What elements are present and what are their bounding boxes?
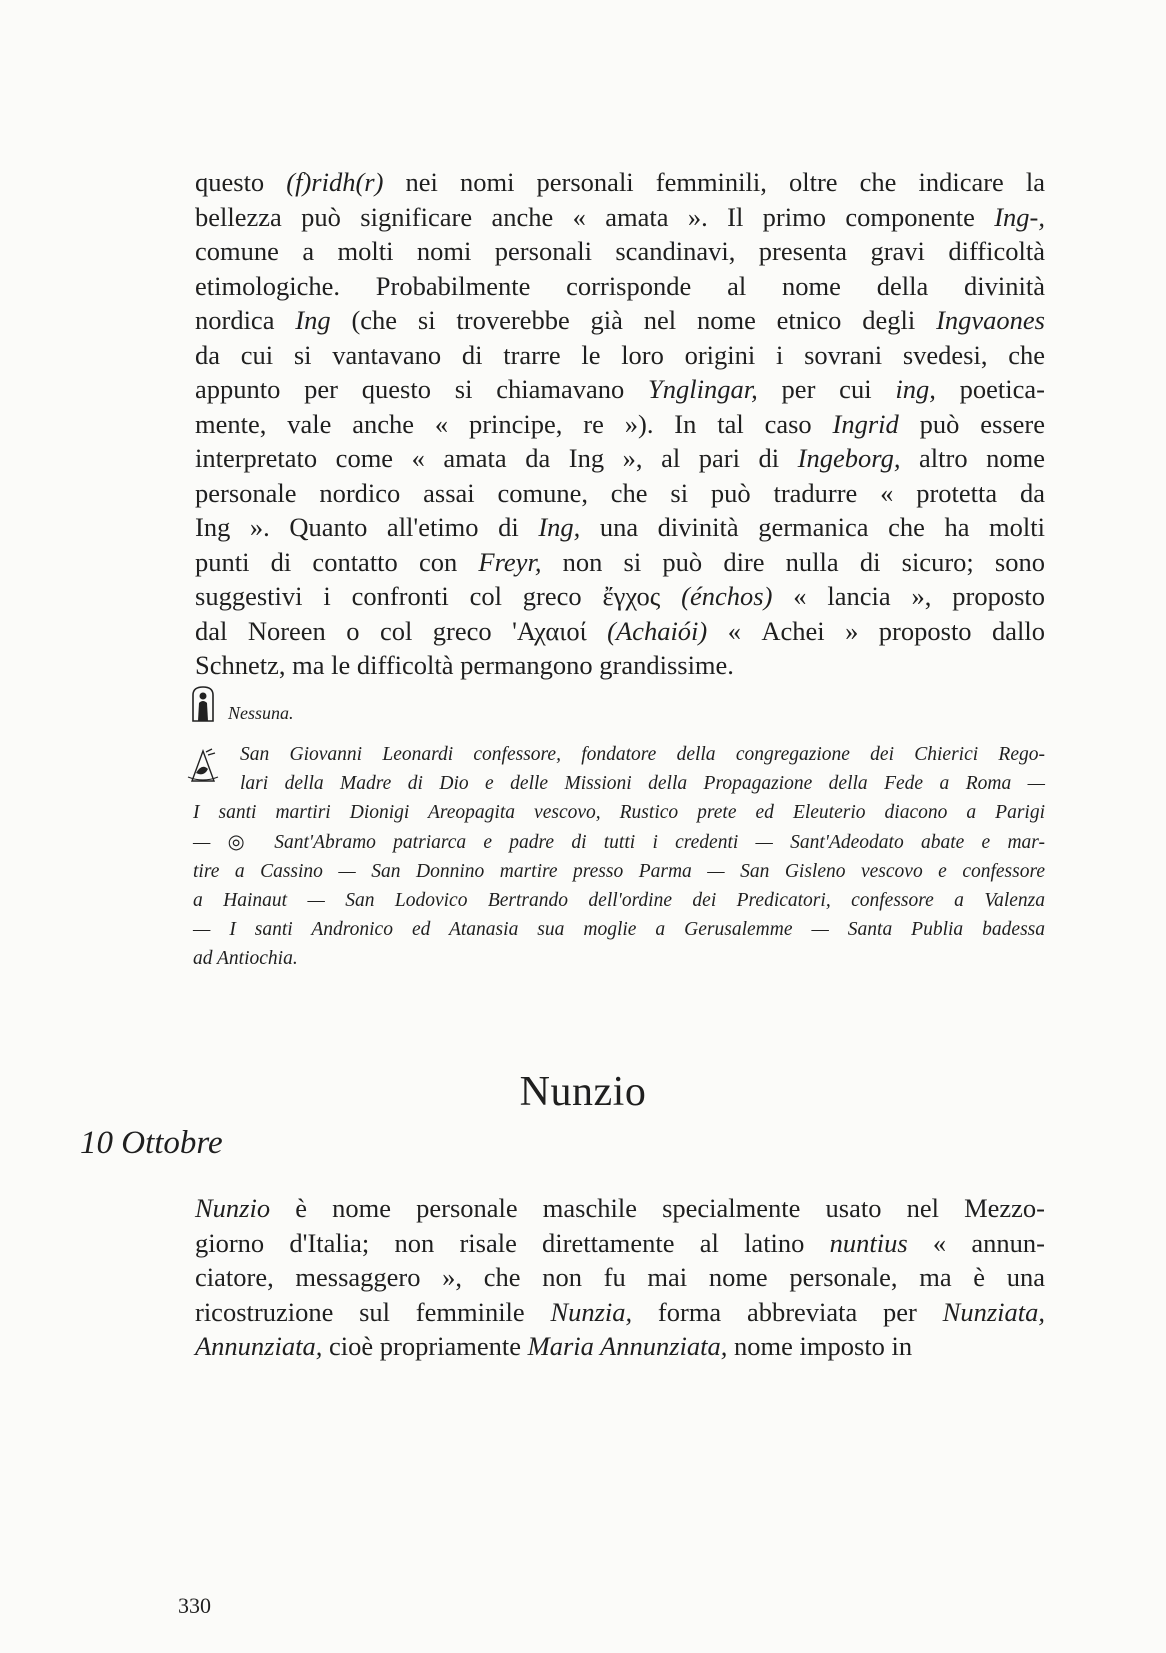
text-line: suggestivi i confronti col greco ἔγχος (énchos) « lancia », proposto (195, 581, 1045, 611)
text-line: nordica Ing (che si troverebbe già nel nome etnico degli Ingvaones (195, 305, 1045, 335)
saints-line: tire a Cassino — San Donnino martire presso Parma — San Gisleno vescovo e confessore (193, 860, 1045, 882)
text-line: questo (f)ridh(r) nei nomi personali femminili, oltre che indicare la (195, 167, 1046, 197)
text-line: Schnetz, ma le difficoltà permangono grandissime. (195, 650, 734, 680)
saints-line: San Giovanni Leonardi confessore, fondatore della congregazione dei Chierici Rego- (240, 744, 1045, 765)
feast-date: 10 Ottobre (80, 1125, 223, 1161)
saints-line: a Hainaut — San Lodovico Bertrando dell'ordine dei Predicatori, confessore a Valenza (193, 890, 1045, 911)
italic-term: Ing (295, 305, 331, 335)
text-line: ricostruzione sul femminile Nunzia, forma abbreviata per Nunziata, (195, 1296, 1045, 1327)
italic-term: ing, (895, 374, 936, 404)
saints-line: — I santi Andronico ed Atanasia sua moglie a Gerusalemme — Santa Publia badessa (193, 919, 1045, 941)
text-line: mente, vale anche « principe, re »). In tal caso Ingrid può essere (195, 408, 1045, 439)
italic-term: (énchos) (681, 581, 773, 611)
text-line: da cui si vantavano di trarre le loro origini i sovrani svedesi, che (195, 339, 1045, 370)
italic-term: Annunziata, (195, 1331, 323, 1361)
text-line: interpretato come « amata da Ing », al pari di Ingeborg, altro nome (195, 443, 1046, 473)
text-line: bellezza può significare anche « amata ». Il primo componente Ing-, (195, 201, 1045, 232)
text-line: giorno d'Italia; non risale direttamente al latino nuntius « annun- (195, 1227, 1045, 1258)
italic-term: (f)ridh(r) (286, 167, 384, 197)
italic-term: Ing-, (994, 201, 1045, 232)
text-line: Annunziata, cioè propriamente Maria Annunziata, nome imposto in (195, 1331, 913, 1361)
text-line: comune a molti nomi personali scandinavi, presenta gravi difficoltà (195, 236, 1045, 266)
text-line: appunto per questo si chiamavano Ynglingar, per cui ing, poetica- (195, 374, 1045, 404)
text-line: personale nordico assai comune, che si può tradurre « protetta da (195, 477, 1045, 508)
text-line: dal Noreen o col greco 'Αχαιοί (Achaiói) « Achei » proposto dallo (195, 615, 1045, 646)
italic-term: Maria Annunziata, (527, 1331, 728, 1361)
italic-term: nuntius (829, 1227, 908, 1258)
text-line: ciatore, messaggero », che non fu mai nome personale, ma è una (195, 1262, 1045, 1292)
italic-term: Ingvaones (936, 305, 1045, 335)
saints-line: ad Antiochia. (193, 948, 298, 970)
italic-term: Ynglingar, (648, 374, 758, 404)
patron-note: Nessuna. (228, 703, 294, 723)
section-title: Nunzio (519, 1069, 647, 1115)
italic-term: Freyr, (478, 546, 542, 577)
italic-term: (Achaiói) (607, 615, 708, 646)
saints-line: lari della Madre di Dio e delle Missioni della Propagazione della Fede a Roma — (240, 773, 1045, 795)
italic-term: Ing, (538, 512, 581, 542)
italic-term: Nunzio (195, 1193, 271, 1223)
text-line: punti di contatto con Freyr, non si può dire nulla di sicuro; sono (195, 546, 1045, 577)
saints-line: I santi martiri Dionigi Areopagita vescovo, Rustico prete ed Eleuterio diacono a Parigi (193, 802, 1045, 824)
italic-term: Ingeborg, (797, 443, 901, 473)
patron-saint-icon (191, 686, 215, 727)
text-line: Nunzio è nome personale maschile specialmente usato nel Mezzo- (195, 1193, 1045, 1223)
italic-term: Ingrid (832, 408, 899, 439)
text-line: Ing ». Quanto all'etimo di Ing, una divinità germanica che ha molti (195, 512, 1046, 542)
page-number: 330 (178, 1593, 211, 1618)
italic-term: Nunzia, (550, 1296, 633, 1327)
saints-calendar-icon (186, 747, 220, 788)
text-line: etimologiche. Probabilmente corrisponde al nome della divinità (195, 270, 1045, 301)
italic-term: Nunziata, (942, 1296, 1045, 1327)
saints-line: — ◎ Sant'Abramo patriarca e padre di tutti i credenti — Sant'Adeodato abate e mar- (193, 831, 1045, 853)
